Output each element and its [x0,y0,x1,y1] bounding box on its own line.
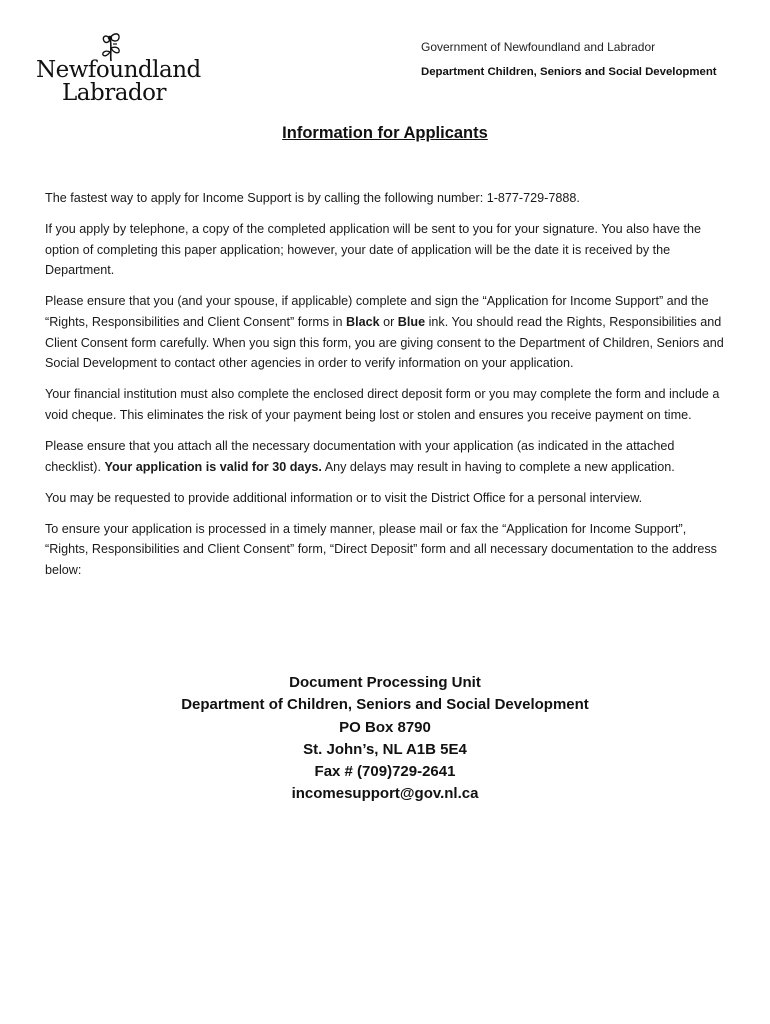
ink-color-black: Black [345,314,380,329]
paragraph-mail-fax: To ensure your application is processed in a timely manner, please mail or fax the “Application for Income Support”, “Rights, Responsibilities and Client Consent” form, “Direct Deposit” form and all necessary documentation to the address below: [45,521,717,577]
page-title: Information for Applicants [282,124,488,142]
paragraph-telephone-application: If you apply by telephone, a copy of the completed application will be sent to you for your signature. You also have the option of completing this paper application; however, your date of application will be the date it is received by the Department. [45,222,701,278]
text-segment: Any delays may result in having to complete a new application. [321,459,675,474]
government-logo [34,30,201,106]
department-name: Department Children, Seniors and Social Development [421,66,717,78]
text-segment: Please ensure that you (and your spouse, if applicable) complete and sign the “Application for Income Support” and the “Rights, Responsibilities and Client Consent” forms in [45,294,709,329]
paragraph-direct-deposit: Your financial institution must also complete the enclosed direct deposit form or you may complete the form and include a void cheque. This eliminates the risk of your payment being lost or stolen and ensures you receive payment on time. [45,387,720,422]
ink-color-blue: Blue [397,314,426,329]
paragraph-sign-forms [45,291,725,373]
text-segment: Please ensure that you attach all the necessary documentation with your application (as indicated in the attached checklist). [45,438,675,474]
address-city: St. John’s, NL A1B 5E4 [303,740,467,758]
validity-notice: Your application is valid for 30 days. [104,459,322,474]
paragraph-phone: The fastest way to apply for Income Support is by calling the following number: 1-877-729-7888. [45,191,580,205]
text-segment: ink. You should read the Rights, Responsibilities and Client Consent form carefully. When you sign this form, you are giving consent to the Department of Children, Seniors and Social Development to contact other agencies in order to verify information on your application. [45,314,724,371]
logo-wordmark-line2: Labrador [62,80,166,106]
document-body [45,188,725,591]
address-po-box: PO Box 8790 [339,718,431,736]
address-department: Department of Children, Seniors and Social Development [181,696,589,714]
address-fax: Fax # (709)729-2641 [314,763,456,781]
logo-wordmark-line1: Newfoundland [36,57,201,83]
text-segment: or [379,314,398,329]
address-unit: Document Processing Unit [289,674,481,691]
mailing-address [0,672,770,806]
address-email[interactable]: incomesupport@gov.nl.ca [291,785,479,803]
paragraph-interview: You may be requested to provide additional information or to visit the District Office for a personal interview. [45,490,643,505]
paragraph-documentation [45,436,725,477]
government-name: Government of Newfoundland and Labrador [421,40,656,54]
